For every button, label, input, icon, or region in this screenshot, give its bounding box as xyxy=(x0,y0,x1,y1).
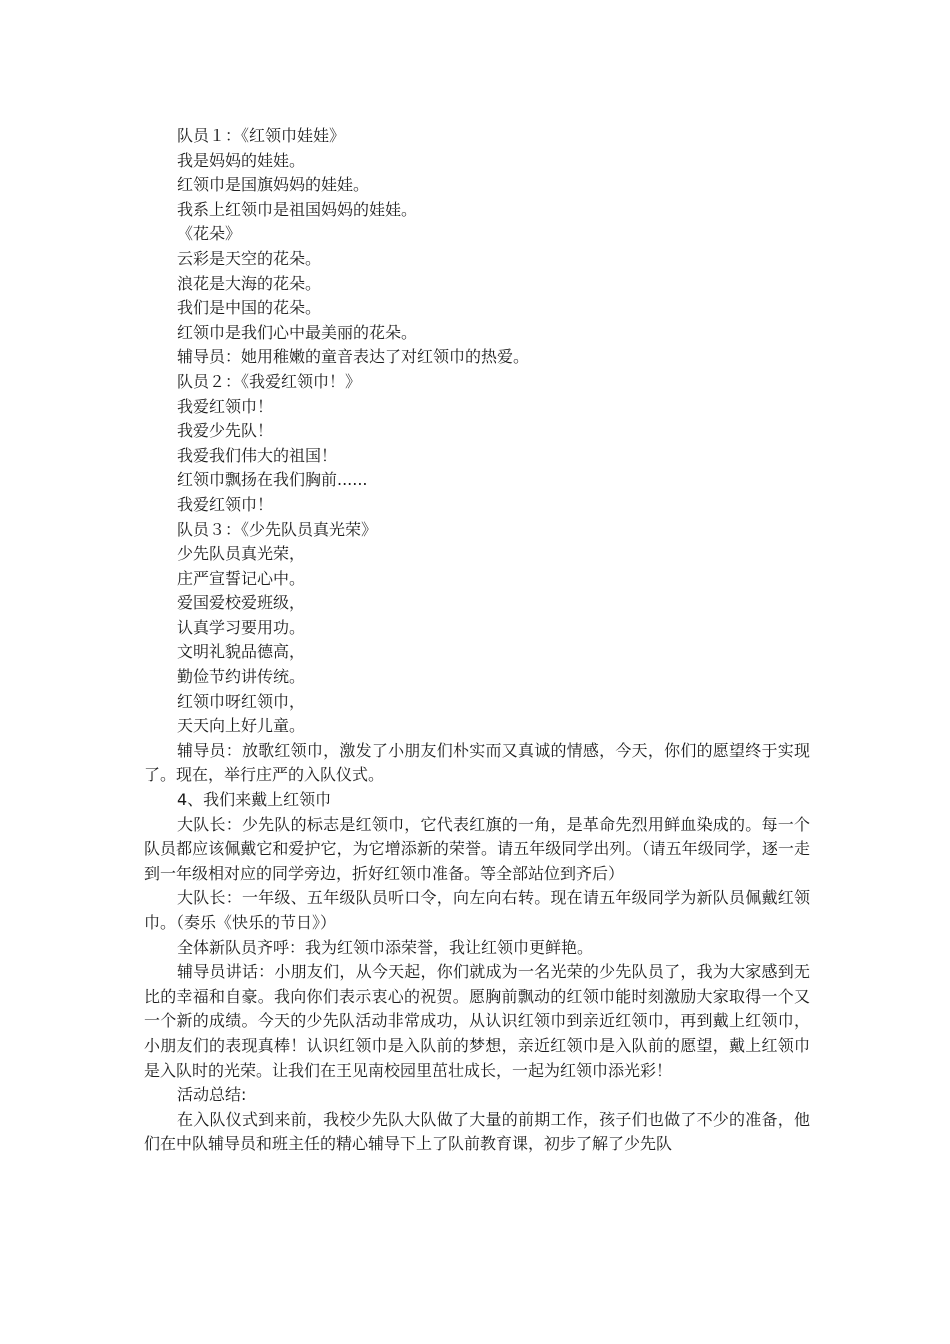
paragraph: 红领巾是国旗妈妈的娃娃。 xyxy=(177,175,370,195)
paragraph: 我系上红领巾是祖国妈妈的娃娃。 xyxy=(177,199,418,219)
paragraph: 队员２：《我爱红领巾！》 xyxy=(177,371,362,391)
paragraph: 勤俭节约讲传统。 xyxy=(177,667,306,687)
paragraph: 活动总结: xyxy=(177,1085,247,1105)
paragraph: 我是妈妈的娃娃。 xyxy=(177,150,306,170)
paragraph: 我爱红领巾！ xyxy=(177,396,274,416)
paragraph: 红领巾呀红领巾， xyxy=(177,691,306,711)
paragraph: 文明礼貌品德高， xyxy=(177,642,306,662)
paragraph: 庄严宣誓记心中。 xyxy=(177,568,306,588)
paragraph: 4、我们来戴上红领巾 xyxy=(177,790,332,810)
paragraph: 浪花是大海的花朵。 xyxy=(177,273,322,293)
document-body xyxy=(144,124,810,1157)
paragraph: 辅导员：她用稚嫩的童音表达了对红领巾的热爱。 xyxy=(177,347,530,367)
paragraph: 红领巾飘扬在我们胸前...... xyxy=(177,470,368,490)
paragraph: 全体新队员齐呼：我为红领巾添荣誉，我让红领巾更鲜艳。 xyxy=(177,937,594,957)
paragraph: 我爱红领巾！ xyxy=(177,494,274,514)
paragraph: 少先队员真光荣， xyxy=(177,544,306,564)
paragraph: 认真学习要用功。 xyxy=(177,617,306,637)
paragraph: 红领巾是我们心中最美丽的花朵。 xyxy=(177,322,418,342)
paragraph: 云彩是天空的花朵。 xyxy=(177,248,322,268)
paragraph: 我爱少先队！ xyxy=(177,421,274,441)
paragraph: 队员３：《少先队员真光荣》 xyxy=(177,519,378,539)
paragraph: 《花朵》 xyxy=(177,224,242,244)
paragraph: 队员１：《红领巾娃娃》 xyxy=(177,126,346,145)
paragraph: 大队长：一年级、五年级队员听口令，向左向右转。现在请五年级同学为新队员佩戴红领巾。（奏乐《快乐的节日》） xyxy=(144,888,810,932)
paragraph: 我们是中国的花朵。 xyxy=(177,298,322,318)
paragraph: 我爱我们伟大的祖国！ xyxy=(177,445,338,465)
paragraph: 大队长：少先队的标志是红领巾，它代表红旗的一角，是革命先烈用鲜血染成的。每一个队员都应该佩戴它和爱护它，为它增添新的荣誉。请五年级同学出列。（请五年级同学，逐一走到一年级相对应的同学旁边，折好红领巾准备。等全部站位到齐后） xyxy=(144,814,810,883)
paragraph: 辅导员：放歌红领巾，激发了小朋友们朴实而又真诚的情感，今天，你们的愿望终于实现了。现在，举行庄严的入队仪式。 xyxy=(144,740,810,785)
paragraph: 辅导员讲话：小朋友们，从今天起，你们就成为一名光荣的少先队员了，我为大家感到无比的幸福和自豪。我向你们表示衷心的祝贺。愿胸前飘动的红领巾能时刻激励大家取得一个又一个新的成绩。今天的少先队活动非常成功，从认识红领巾到亲近红领巾，再到戴上红领巾，小朋友们的表现真棒！认识红领巾是入队前的梦想，亲近红领巾是入队前的愿望，戴上红领巾是入队时的光荣。让我们在王见南校园里茁壮成长，一起为红领巾添光彩！ xyxy=(144,962,810,1080)
paragraph: 天天向上好儿童。 xyxy=(177,716,306,736)
paragraph: 在入队仪式到来前，我校少先队大队做了大量的前期工作，孩子们也做了不少的准备，他们在中队辅导员和班主任的精心辅导下上了队前教育课，初步了解了少先队 xyxy=(144,1109,810,1154)
paragraph: 爱国爱校爱班级， xyxy=(177,593,306,613)
